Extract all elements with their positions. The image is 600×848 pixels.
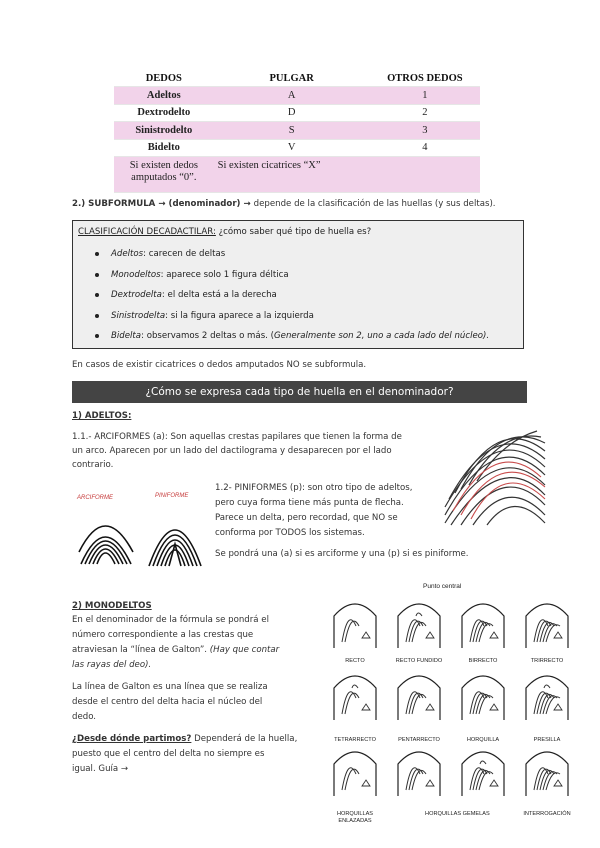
fingerprint-type-label: HORQUILLA — [466, 737, 500, 743]
table-header-pulgar: PULGAR — [214, 70, 370, 87]
table-cell: S — [214, 122, 370, 140]
galton-line: dedo. — [72, 712, 97, 722]
list-item: Sinistrodelta: si la figura aparece a la izquierda — [73, 306, 489, 327]
arch-tented-sketch-image — [75, 490, 205, 570]
list-item: Dextrodelta: el delta está a la derecha — [73, 285, 489, 306]
monodeltos-line: las rayas del deo). — [72, 660, 152, 670]
punto-central-title: Punto central — [423, 583, 462, 590]
fingerprint-type-label: HORQUILLAS GEMELAS — [425, 811, 490, 817]
clasificacion-title: CLASIFICACIÓN DECADACTILAR: — [78, 227, 216, 237]
fingerprint-cell-image — [456, 596, 510, 648]
fingerprint-type-label: TRIRRECTO — [530, 658, 564, 664]
clasificacion-box — [72, 220, 524, 349]
fingerprint-cell-image — [520, 668, 574, 720]
table-cell: V — [214, 139, 370, 157]
table-cell: 3 — [370, 122, 480, 140]
table-cell: A — [214, 87, 370, 105]
fingerprint-cell-image — [520, 744, 574, 796]
table-cell: Bidelto — [114, 139, 214, 157]
bullet-icon — [95, 334, 99, 338]
monodeltos-line: número correspondiente a las crestas que — [72, 630, 254, 640]
bullet-icon — [95, 252, 99, 256]
clasificacion-question: ¿cómo saber qué tipo de huella es? — [215, 227, 372, 237]
list-item: Monodeltos: aparece solo 1 figura déltica — [73, 265, 489, 286]
section-banner: ¿Cómo se expresa cada tipo de huella en el denominador? — [72, 381, 527, 403]
table-cell — [370, 157, 480, 193]
fingerprint-arch-image — [441, 415, 549, 527]
sketch-label-arciforme: ARCIFORME — [77, 495, 113, 501]
adeltos-heading: 1) ADELTOS: — [72, 411, 132, 421]
subformula-label: 2.) SUBFORMULA → (denominador) → — [72, 199, 254, 209]
table-row — [114, 139, 480, 157]
dedos-table — [114, 70, 480, 193]
table-cell: D — [214, 104, 370, 122]
table-cell: 2 — [370, 104, 480, 122]
list-item: Bidelta: observamos 2 deltas o más. (Generalmente son 2, uno a cada lado del núcleo). — [73, 326, 489, 347]
fingerprint-type-label: PENTARRECTO — [398, 737, 440, 743]
fingerprint-type-label: INTERROGACIÓN — [523, 811, 571, 817]
fingerprint-cell-image — [392, 744, 446, 796]
piniformes-line-4: conforma por TODOS los sistemas. — [215, 528, 365, 538]
piniformes-line-3: Parece un delta, pero recordad, que NO se — [215, 513, 398, 523]
bullet-icon — [95, 273, 99, 277]
table-cell: Adeltos — [114, 87, 214, 105]
arciformes-line-2: un arco. Aparecen por un lado del dactilograma y desaparecen por el lado — [72, 446, 392, 456]
table-row — [114, 157, 480, 193]
fingerprint-type-label: TETRARRECTO — [334, 737, 376, 743]
fingerprint-cell-image — [328, 668, 382, 720]
monodeltos-heading: 2) MONODELTOS — [72, 601, 152, 611]
table-cell: Si existen dedos amputados “0”. — [114, 157, 214, 193]
table-cell: Dextrodelto — [114, 104, 214, 122]
bullet-icon — [95, 314, 99, 318]
fingerprint-type-label: HORQUILLAS ENLAZADAS — [336, 811, 374, 824]
desde-donde-line: ¿Desde dónde partimos? Dependerá de la huella, — [72, 734, 298, 744]
fingerprint-cell-image — [328, 596, 382, 648]
bullet-icon — [95, 293, 99, 297]
fingerprint-type-label: PRESILLA — [533, 737, 561, 743]
table-cell: 1 — [370, 87, 480, 105]
fingerprint-cell-image — [520, 596, 574, 648]
table-row — [114, 87, 480, 105]
arciformes-line-1: 1.1.- ARCIFORMES (a): Son aquellas crestas papilares que tienen la forma de — [72, 432, 402, 442]
table-header-otros: OTROS DEDOS — [370, 70, 480, 87]
list-item: Adeltos: carecen de deltas — [73, 244, 489, 265]
monodeltos-line: En el denominador de la fórmula se pondrá el — [72, 615, 269, 625]
desde-donde-line: igual. Guía → — [72, 764, 129, 774]
arciformes-line-3: contrario. — [72, 460, 114, 470]
fingerprint-cell-image — [328, 744, 382, 796]
piniformes-line-1: 1.2- PINIFORMES (p): son otro tipo de adeltos, — [215, 483, 413, 493]
subformula-text: depende de la clasificación de las huellas (y sus deltas). — [253, 199, 496, 209]
desde-donde-line: puesto que el centro del delta no siempre es — [72, 749, 265, 759]
table-header-dedos: DEDOS — [114, 70, 214, 87]
piniformes-line-2: pero cuya forma tiene más punta de flecha. — [215, 498, 404, 508]
fingerprint-cell-image — [456, 668, 510, 720]
table-row — [114, 104, 480, 122]
adeltos-summary: Se pondrá una (a) si es arciforme y una (p) si es piniforme. — [215, 549, 469, 559]
clasificacion-header — [78, 227, 371, 237]
fingerprint-type-label: RECTO FUNDIDO — [395, 658, 443, 664]
fingerprint-cell-image — [456, 744, 510, 796]
table-row — [114, 122, 480, 140]
galton-line: desde el centro del delta hacia el núcleo del — [72, 697, 263, 707]
fingerprint-type-label: BIRRECTO — [468, 658, 498, 664]
table-cell: 4 — [370, 139, 480, 157]
table-cell: Sinistrodelto — [114, 122, 214, 140]
clasificacion-list — [73, 244, 489, 347]
fingerprint-cell-image — [392, 596, 446, 648]
fingerprint-type-label: RECTO — [345, 658, 365, 664]
table-cell: Si existen cicatrices “X” — [214, 157, 370, 193]
subformula-line — [72, 197, 496, 212]
monodeltos-line: atraviesan la “línea de Galton”. (Hay que contar — [72, 645, 280, 655]
sketch-label-piniforme: PINIFORME — [155, 493, 189, 499]
amputados-note: En casos de existir cicatrices o dedos amputados NO se subformula. — [72, 360, 367, 370]
fingerprint-cell-image — [392, 668, 446, 720]
galton-line: La línea de Galton es una línea que se realiza — [72, 682, 268, 692]
